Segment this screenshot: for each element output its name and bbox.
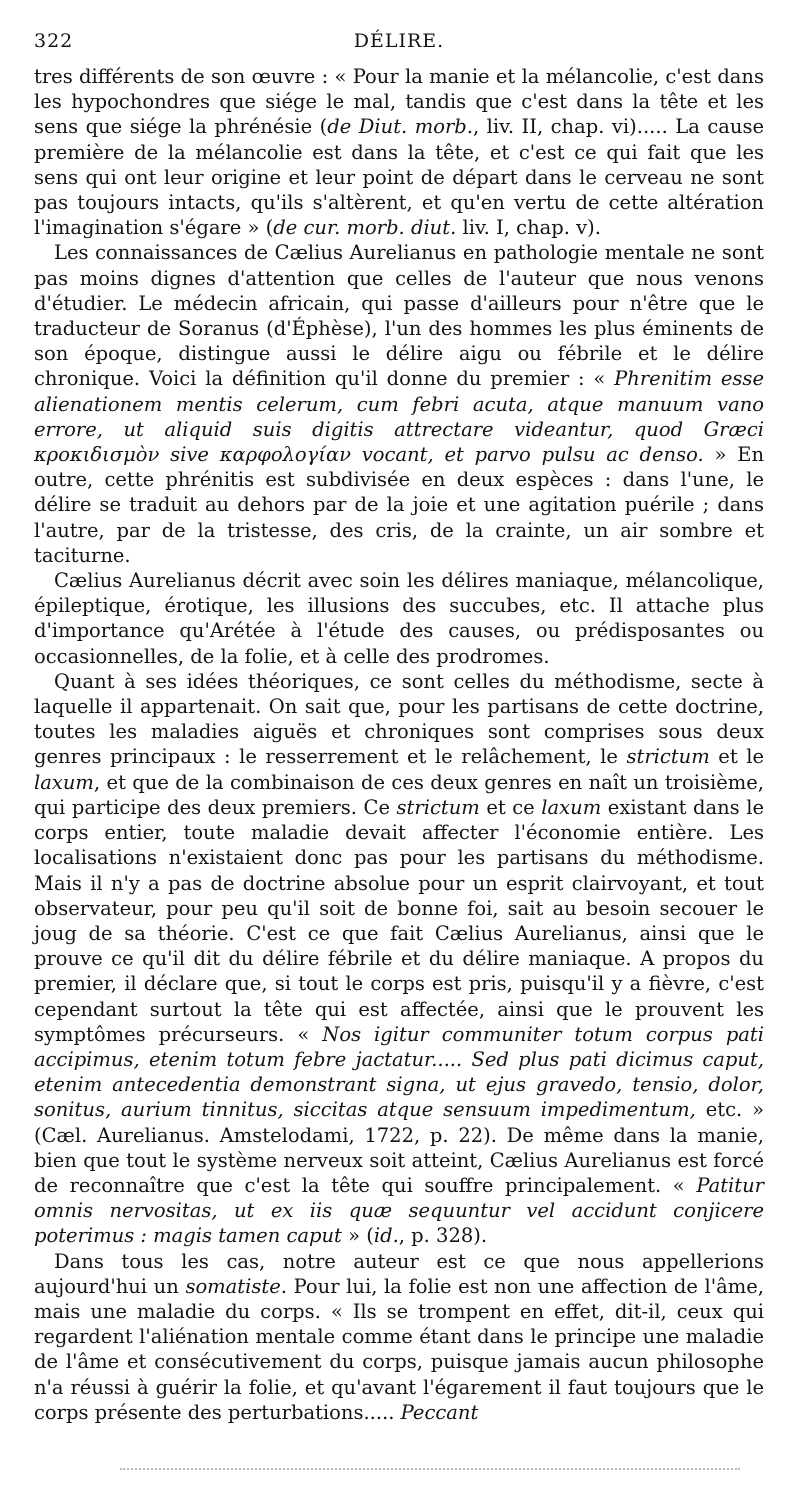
italic-text: de cur. morb. diut. (273, 216, 457, 240)
italic-text: strictum (626, 745, 710, 769)
italic-text: Patitur omnis nervositas, ut ex iis quæ sequuntur vel accidunt conjicere poterimus : magis tamen caput (34, 1173, 764, 1248)
text-run: existant dans le corps entier, toute maladie devait affecter l'économie entière. Les localisations n'existaient donc pas pour les partisans du méthodisme. Mais il n'y a pas de doctrine absolue pour un esprit clairvoyant, et tout observateur, pour peu qu'il soit de bonne foi, sait au besoin secouer le joug de sa théorie. C'est ce que fait Cælius Aurelianus, ainsi que le prouve ce qu'il dit du délire fébrile et du délire maniaque. A propos du premier, il déclare que, si tout le corps est pris, puisqu'il y a fièvre, c'est cependant surtout la tête qui est affectée, ainsi que le prouvent les symptômes précurseurs. « (34, 795, 764, 1046)
text-run: Quant à ses idées théoriques, ce sont celles du méthodisme, secte à laquelle il appartenait. On sait que, pour les partisans de cette doctrine, toutes les maladies aiguës et chroniques sont comprises sous deux genres principaux : le resserrement et le relâchement, le (34, 669, 764, 769)
paragraph (34, 568, 764, 669)
text-run: et le (709, 745, 764, 769)
page-header (34, 30, 764, 58)
paragraph (34, 669, 764, 1249)
italic-text: id. (373, 1224, 399, 1248)
paragraph (34, 1249, 764, 1425)
page-number: 322 (34, 30, 74, 52)
text-run: , liv. II, chap. vi)..... La cause première de la mélancolie est dans la tête, et c'est ce qui fait que les sens qui ont leur origine et leur point de départ dans le cerveau ne sont pas toujours intacts, qu'ils s'altèrent, et qu'en vertu de cette altération l'imagination s'égare » ( (34, 115, 764, 240)
text-run: liv. I, chap. v). (456, 216, 601, 240)
italic-text: strictum (396, 795, 480, 819)
running-title: DÉLIRE. (353, 30, 445, 52)
footer-rule (120, 1468, 740, 1470)
text-run: Cælius Aurelianus décrit avec soin les délires maniaque, mélancolique, épileptique, érotique, les illusions des succubes, etc. Il attache plus d'importance qu'Arétée à l'étude des causes, ou prédisposantes ou occasionnelles, de la folie, et à celle des prodromes. (34, 569, 764, 668)
body-text (34, 64, 764, 1425)
paragraph (34, 64, 764, 240)
italic-text: laxum (34, 770, 94, 794)
text-run: Les connaissances de Cælius Aurelianus en pathologie mentale ne sont pas moins dignes d'attention que celles de l'auteur que nous venons d'étudier. Le médecin africain, qui passe d'ailleurs pour n'être que le traducteur de Soranus (d'Éphèse), l'un des hommes les plus éminents de son époque, distingue aussi le délire aigu ou fébrile et le délire chronique. Voici la définition qu'il donne du premier : « (34, 241, 764, 391)
text-run: et ce (479, 795, 542, 819)
text-run: etc. » (Cæl. Aurelianus. Amstelodami, 1722, p. 22). De même dans la manie, bien que tout le système nerveux soit atteint, Cælius Aurelianus est forcé de reconnaître que c'est la tête qui souffre principalement. « (34, 1098, 764, 1197)
text-run: » En outre, cette phrénitis est subdivisée en deux espèces : dans l'une, le délire se traduit au dehors par de la joie et une agitation puérile ; dans l'autre, par de la tristesse, des cris, de la crainte, un air sombre et taciturne. (34, 443, 765, 567)
text-run: Dans tous les cas, notre auteur est ce que nous appellerions aujourd'hui un (34, 1249, 764, 1298)
text-run: , p. 328). (398, 1224, 488, 1248)
text-run: » ( (341, 1224, 374, 1248)
italic-text: Phrenitim esse alienationem mentis celerum, cum febri acuta, atque manuum vano errore, ut aliquid suis digitis attrectare videantur, quod Græci κροκιδισμὸν sive καρφολογίαν vocant, et parvo pulsu ac denso. (34, 367, 764, 467)
text-run: tres différents de son œuvre : « Pour la manie et la mélancolie, c'est dans les hypochondres que siége le mal, tandis que c'est dans la tête et les sens que siége la phrénésie ( (34, 65, 764, 139)
italic-text: Nos igitur communiter totum corpus pati accipimus, etenim totum febre jactatur..... Sed plus pati dicimus caput, etenim antecedentia demonstrant signa, ut ejus gravedo, tensio, dolor, sonitus, aurium tinnitus, siccitas atque sensuum impedimentum, (34, 1022, 765, 1122)
text-run: , et que de la combinaison de ces deux genres en naît un troisième, qui participe des deux premiers. Ce (34, 770, 764, 819)
italic-text: laxum (541, 795, 602, 819)
italic-text: Peccant (400, 1400, 479, 1424)
text-run: Pour lui, la folie est non une affection de l'âme, mais une maladie du corps. « Ils se trompent en effet, dit-il, ceux qui regardent l'aliénation mentale comme étant dans le principe une maladie de l'âme et consécutivement du corps, puisque jamais aucun philosophe n'a réussi à guérir la folie, et qu'avant l'égarement il faut toujours que le corps présente des perturbations..... (34, 1274, 764, 1424)
italic-text: de Diut. morb. (327, 115, 473, 139)
paragraph (34, 240, 764, 568)
italic-text: somatiste. (185, 1274, 287, 1298)
